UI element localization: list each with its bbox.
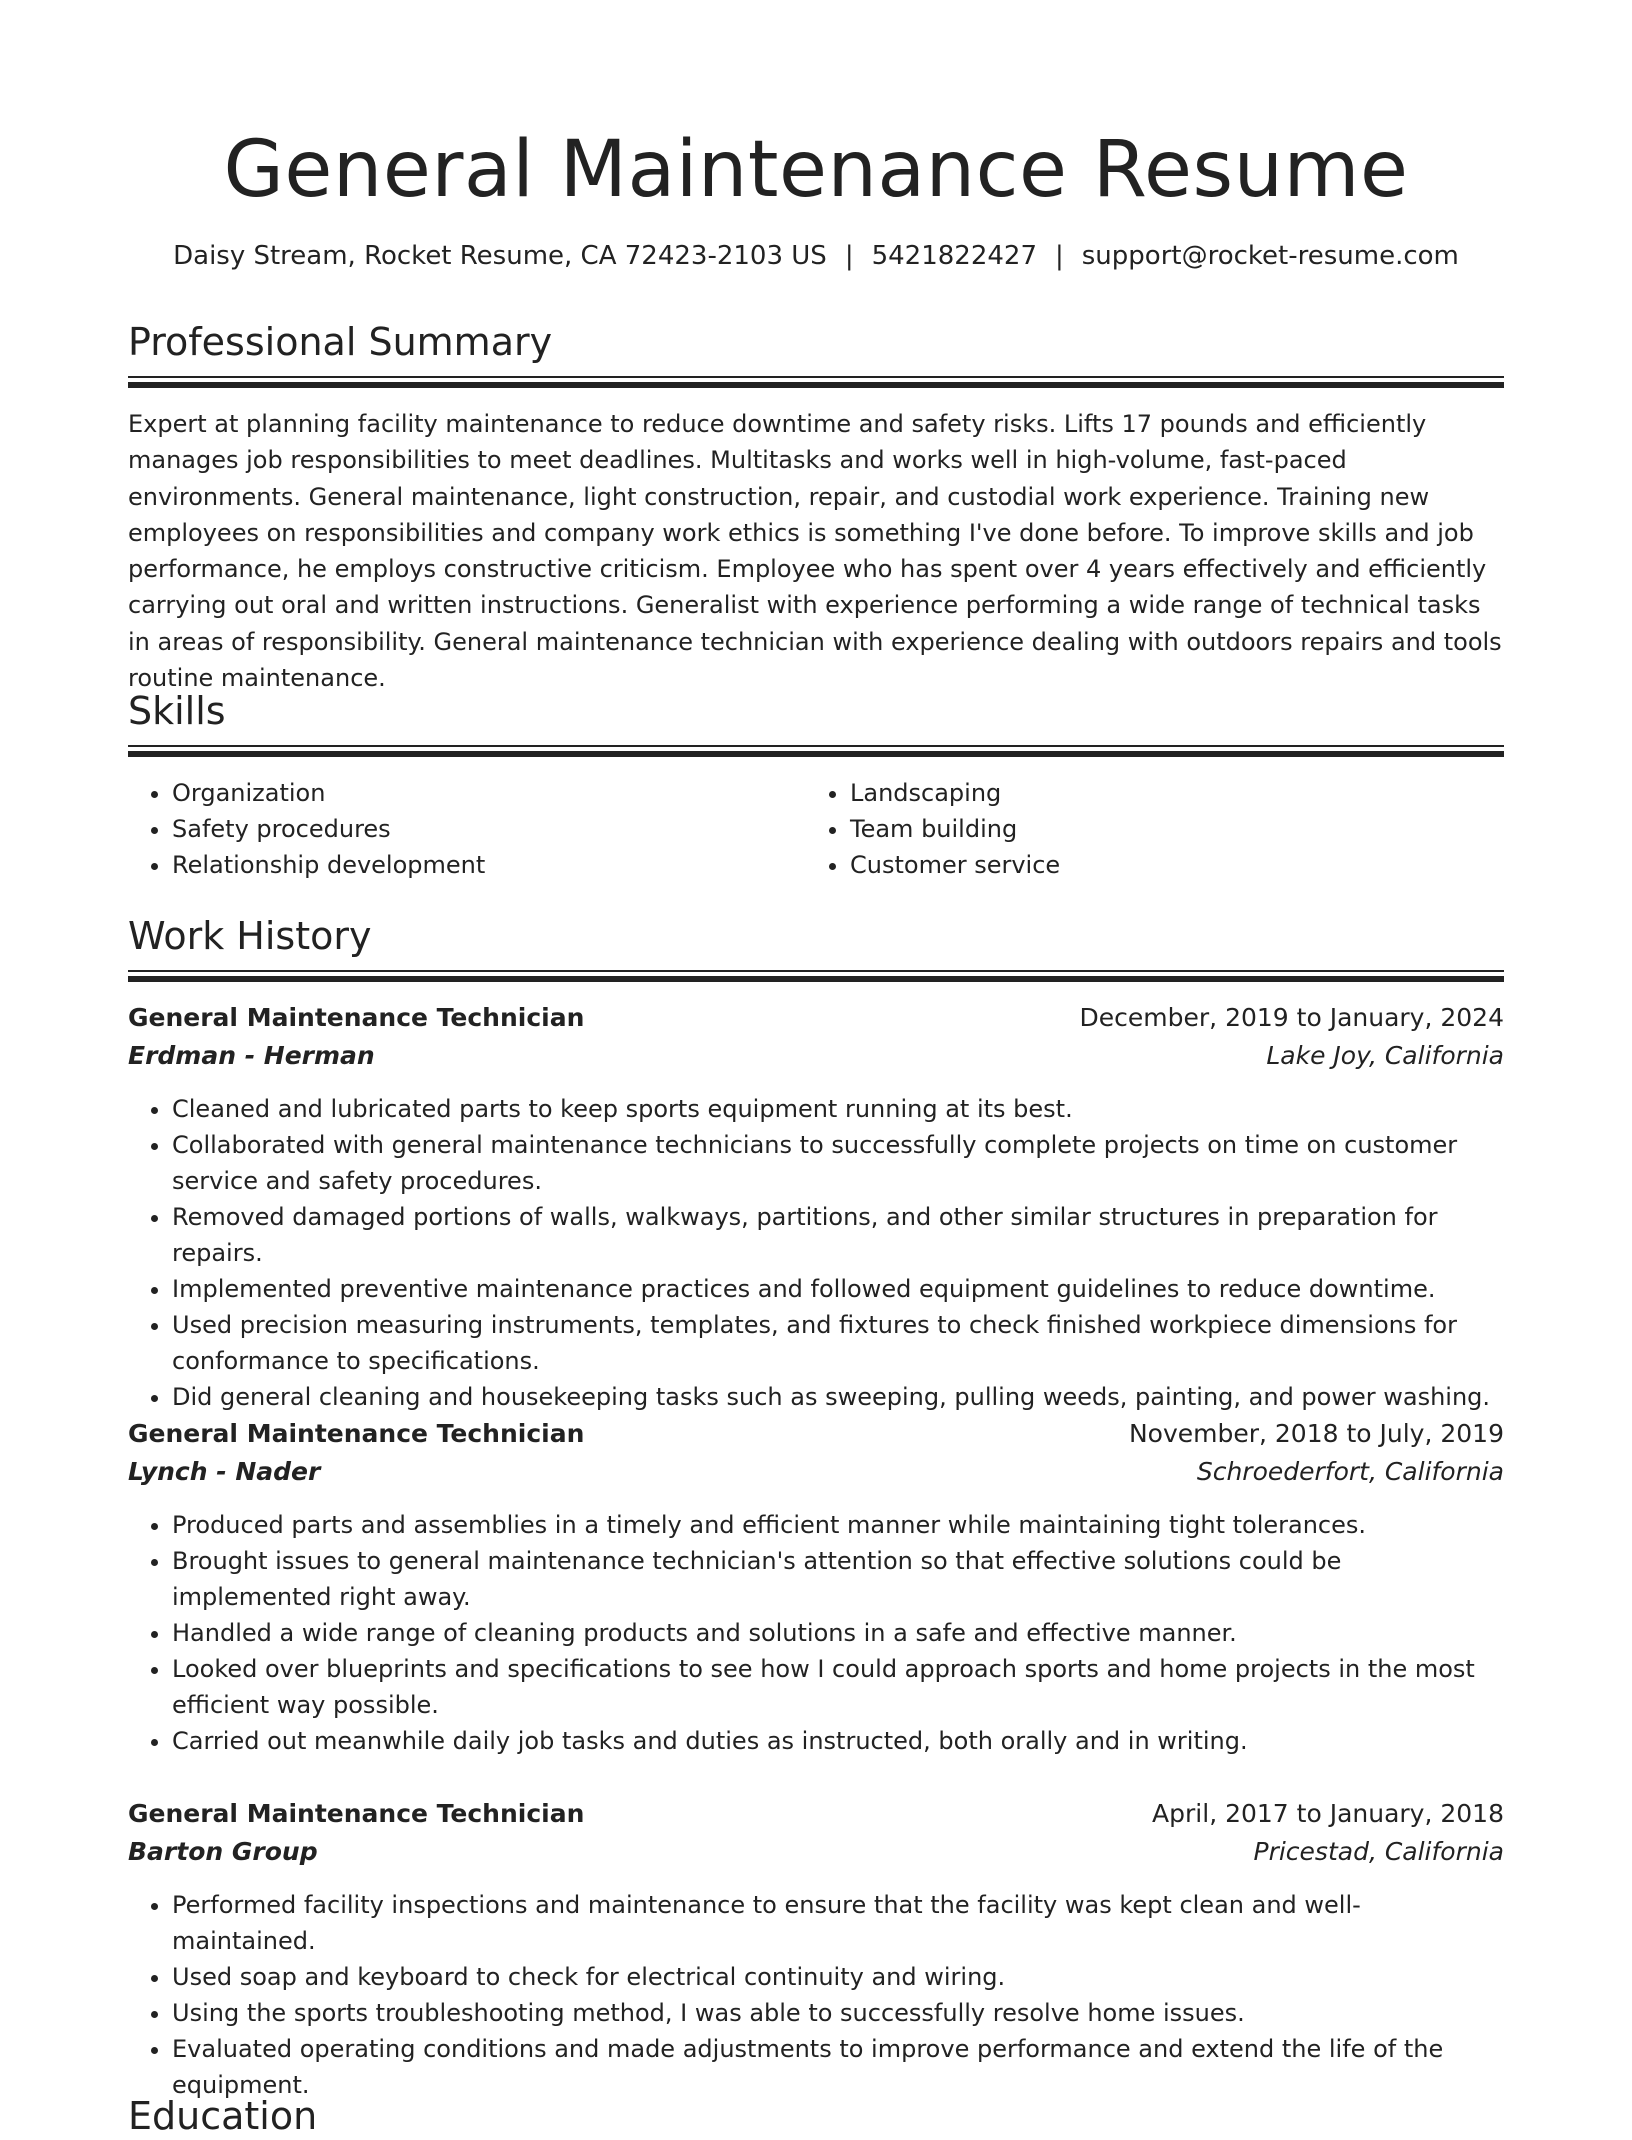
job-dates: November, 2018 to July, 2019: [1128, 1419, 1504, 1448]
job-bullet: • Collaborated with general maintenance technicians to successfully complete projects on time on customer service and safety procedures.: [172, 1127, 1504, 1199]
job-header-row: [128, 1795, 1504, 1833]
job-bullet: • Looked over blueprints and specifications to see how I could approach sports and home projects in the most efficient way possible.: [172, 1651, 1504, 1723]
contact-separator: |: [844, 241, 854, 271]
skills-column-right: [806, 775, 1484, 883]
job-bullet: • Did general cleaning and housekeeping tasks such as sweeping, pulling weeds, painting, and power washing.: [172, 1379, 1504, 1415]
section-title-work-history: Work History: [128, 914, 372, 958]
resume-title: General Maintenance Resume: [223, 125, 1409, 215]
job-bullet: • Handled a wide range of cleaning products and solutions in a safe and effective manner.: [172, 1615, 1504, 1651]
job-bullet: • Removed damaged portions of walls, walkways, partitions, and other similar structures in preparation for repairs.: [172, 1199, 1504, 1271]
job-header-row: [128, 999, 1504, 1037]
section-divider: [128, 970, 1504, 982]
job-bullets: [128, 1091, 1504, 1415]
contact-separator: |: [1055, 241, 1064, 271]
skill-item: • Safety procedures: [172, 811, 806, 847]
section-divider: [128, 376, 1504, 388]
job-header-row: [128, 1415, 1504, 1453]
job-bullet: • Brought issues to general maintenance technician's attention so that effective solutions could be implemented right away.: [172, 1543, 1504, 1615]
job-bullet: • Used soap and keyboard to check for electrical continuity and wiring.: [172, 1959, 1504, 1995]
job-company: Erdman - Herman: [128, 1041, 375, 1070]
job-entry: [128, 1795, 1504, 2103]
job-title: General Maintenance Technician: [128, 1003, 585, 1032]
job-bullets: [128, 1887, 1504, 2103]
job-title: General Maintenance Technician: [128, 1799, 585, 1828]
skill-item: • Team building: [850, 811, 1484, 847]
skills-column-left: [128, 775, 806, 883]
job-company: Barton Group: [128, 1837, 318, 1866]
job-bullet: • Evaluated operating conditions and made adjustments to improve performance and extend the life of the equipment.: [172, 2031, 1504, 2103]
job-bullet: • Performed facility inspections and maintenance to ensure that the facility was kept clean and well-maintained.: [172, 1887, 1504, 1959]
skill-item: • Landscaping: [850, 775, 1484, 811]
skill-item: • Organization: [172, 775, 806, 811]
section-divider: [128, 745, 1504, 757]
job-bullet: • Using the sports troubleshooting method, I was able to successfully resolve home issues.: [172, 1995, 1504, 2031]
job-entry: [128, 1415, 1504, 1759]
skills-list: [128, 775, 1504, 883]
contact-email: support@rocket-resume.com: [1081, 241, 1459, 271]
job-subheader-row: [128, 1453, 1504, 1491]
section-title-education: Education: [128, 2094, 318, 2138]
job-location: Lake Joy, California: [1266, 1041, 1504, 1070]
job-dates: December, 2019 to January, 2024: [1079, 1003, 1504, 1032]
job-entry: [128, 999, 1504, 1415]
job-bullet: • Cleaned and lubricated parts to keep sports equipment running at its best.: [172, 1091, 1504, 1127]
job-dates: April, 2017 to January, 2018: [1152, 1799, 1504, 1828]
job-location: Schroederfort, California: [1196, 1457, 1504, 1486]
job-bullet: • Used precision measuring instruments, templates, and fixtures to check finished workpiece dimensions for conformance to specifications.: [172, 1307, 1504, 1379]
job-bullet: • Carried out meanwhile daily job tasks and duties as instructed, both orally and in writing.: [172, 1723, 1504, 1759]
job-subheader-row: [128, 1037, 1504, 1075]
job-bullet: • Implemented preventive maintenance practices and followed equipment guidelines to reduce downtime.: [172, 1271, 1504, 1307]
job-subheader-row: [128, 1833, 1504, 1871]
summary-text: Expert at planning facility maintenance to reduce downtime and safety risks. Lifts 17 pounds and efficiently manages job responsibilities to meet deadlines. Multitasks and works well in high-volume, fast-paced environments. General maintenance, light construction, repair, and custodial work experience. Training new employees on responsibilities and company work ethics is something I've done before. To improve skills and job performance, he employs constructive criticism. Employee who has spent over 4 years effectively and efficiently carrying out oral and written instructions. Generalist with experience performing a wide range of technical tasks in areas of responsibility. General maintenance technician with experience dealing with outdoors repairs and tools routine maintenance.: [128, 410, 1502, 693]
job-title: General Maintenance Technician: [128, 1419, 585, 1448]
job-bullets: [128, 1507, 1504, 1759]
skill-item: • Customer service: [850, 847, 1484, 883]
contact-line: [128, 238, 1504, 274]
contact-address: Daisy Stream, Rocket Resume, CA 72423-2103 US: [173, 241, 827, 271]
section-title-skills: Skills: [128, 689, 226, 733]
skill-item: • Relationship development: [172, 847, 806, 883]
job-location: Pricestad, California: [1253, 1837, 1504, 1866]
section-title-summary: Professional Summary: [128, 320, 553, 364]
job-company: Lynch - Nader: [128, 1457, 321, 1486]
job-bullet: • Produced parts and assemblies in a timely and efficient manner while maintaining tight tolerances.: [172, 1507, 1504, 1543]
contact-phone: 5421822427: [871, 241, 1037, 271]
